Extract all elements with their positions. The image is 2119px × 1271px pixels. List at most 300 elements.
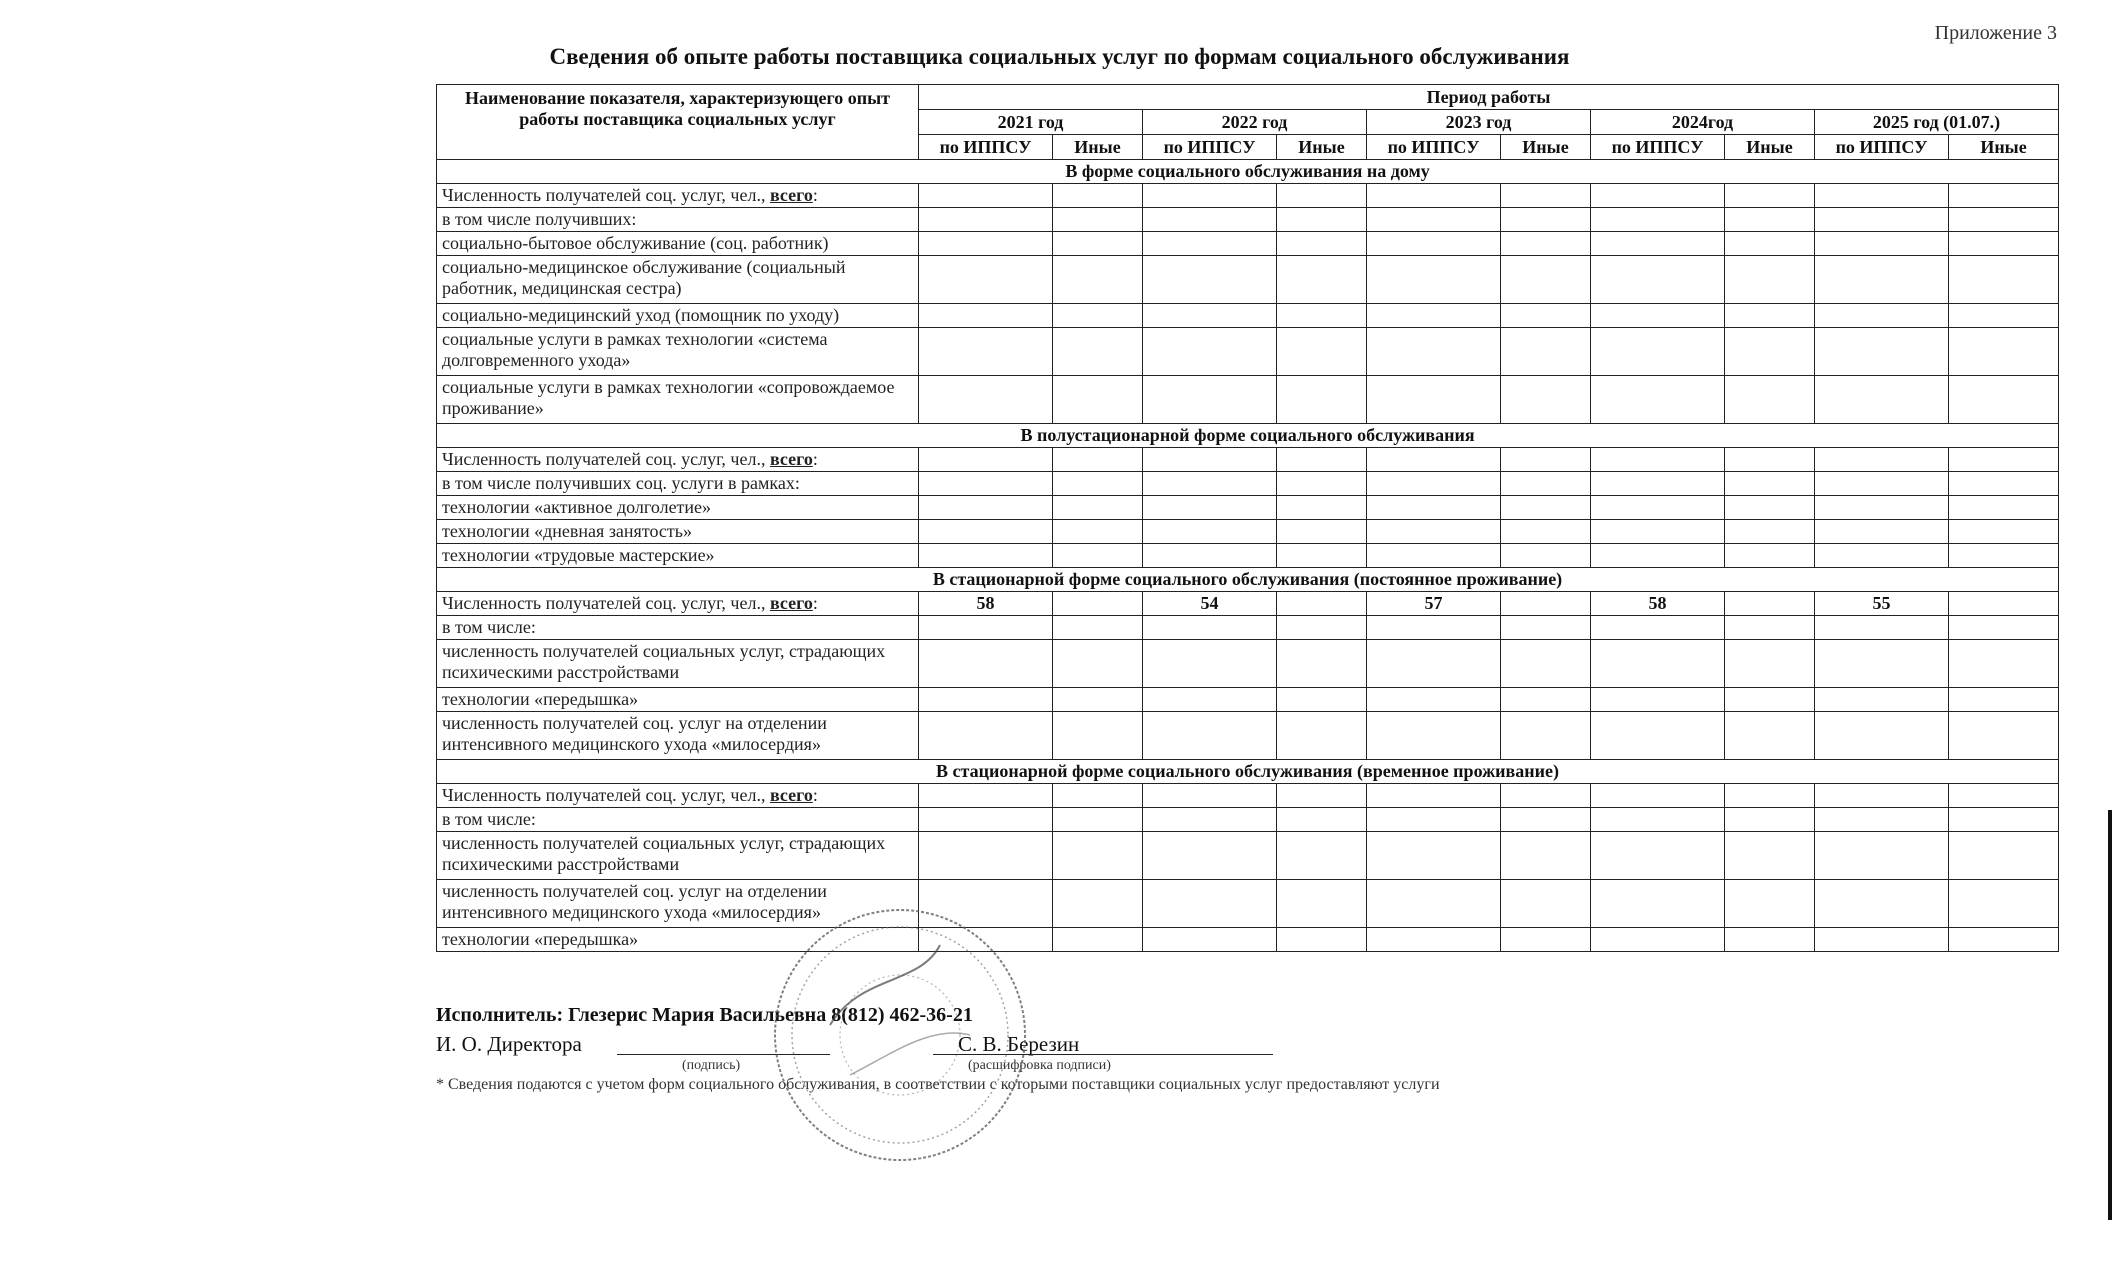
value-cell — [1367, 184, 1501, 208]
row-label — [437, 640, 919, 688]
row-label-text: в том числе получивших: — [442, 209, 637, 229]
value-cell — [1725, 808, 1815, 832]
row-label — [437, 256, 919, 304]
appendix-label: Приложение 3 — [1934, 22, 2057, 44]
value-cell — [1949, 208, 2059, 232]
value-cell — [1143, 496, 1277, 520]
value-cell — [1143, 640, 1277, 688]
value-cell — [1815, 784, 1949, 808]
row-label-text: Численность получателей соц. услуг, чел., — [442, 449, 770, 469]
value-cell — [1277, 328, 1367, 376]
value-cell — [1591, 688, 1725, 712]
value-cell — [1815, 256, 1949, 304]
row-label-text: технологии «активное долголетие» — [442, 497, 712, 517]
value-cell — [1277, 712, 1367, 760]
value-cell — [1501, 256, 1591, 304]
table-row — [437, 808, 2059, 832]
row-label-text: технологии «передышка» — [442, 689, 639, 709]
row-label-text: технологии «дневная занятость» — [442, 521, 692, 541]
value-cell — [1277, 448, 1367, 472]
section-title: В форме социального обслуживания на дому — [437, 160, 2059, 184]
row-label-text: технологии «трудовые мастерские» — [442, 545, 715, 565]
row-label — [437, 208, 919, 232]
value-cell — [1725, 712, 1815, 760]
value-cell: 58 — [919, 592, 1053, 616]
table-row — [437, 544, 2059, 568]
sub-header-ippsu: по ИППСУ — [1815, 135, 1949, 160]
value-cell — [1725, 832, 1815, 880]
sub-header-other: Иные — [1949, 135, 2059, 160]
position-label: И. О. Директора — [436, 1032, 582, 1056]
table-row — [437, 832, 2059, 880]
value-cell — [919, 544, 1053, 568]
value-cell — [1591, 208, 1725, 232]
value-cell — [1367, 640, 1501, 688]
value-cell — [1277, 544, 1367, 568]
table-row — [437, 880, 2059, 928]
director-name: С. В. Березин — [958, 1032, 1080, 1056]
value-cell — [1815, 640, 1949, 688]
value-cell — [1725, 544, 1815, 568]
table-row — [437, 616, 2059, 640]
value-cell — [1277, 184, 1367, 208]
table-row — [437, 496, 2059, 520]
value-cell — [1143, 328, 1277, 376]
row-label-total: всего — [769, 449, 813, 469]
value-cell — [1501, 640, 1591, 688]
value-cell — [1277, 520, 1367, 544]
value-cell — [1143, 712, 1277, 760]
row-label — [437, 808, 919, 832]
value-cell — [1725, 184, 1815, 208]
value-cell — [1143, 784, 1277, 808]
value-cell — [1815, 928, 1949, 952]
value-cell — [1591, 616, 1725, 640]
value-cell — [1143, 448, 1277, 472]
table-row — [437, 208, 2059, 232]
value-cell — [1725, 520, 1815, 544]
value-cell — [919, 232, 1053, 256]
value-cell — [1367, 544, 1501, 568]
value-cell — [1949, 544, 2059, 568]
value-cell — [1277, 208, 1367, 232]
value-cell — [1949, 328, 2059, 376]
table-row — [437, 472, 2059, 496]
value-cell — [1367, 304, 1501, 328]
value-cell — [1815, 304, 1949, 328]
value-cell — [1815, 712, 1949, 760]
row-label — [437, 448, 919, 472]
value-cell — [1725, 640, 1815, 688]
value-cell — [1591, 832, 1725, 880]
value-cell — [1815, 208, 1949, 232]
value-cell — [919, 832, 1053, 880]
row-label — [437, 784, 919, 808]
row-label-text: социально-медицинское обслуживание (социальный работник, медицинская сестра) — [442, 257, 846, 298]
value-cell — [919, 616, 1053, 640]
value-cell — [1277, 808, 1367, 832]
value-cell — [1367, 928, 1501, 952]
indicator-header: Наименование показателя, характеризующего опыт работы поставщика социальных услуг — [437, 85, 919, 160]
value-cell — [1143, 880, 1277, 928]
signature-caption: (подпись) — [682, 1058, 741, 1073]
value-cell — [1367, 232, 1501, 256]
value-cell — [1501, 184, 1591, 208]
value-cell — [919, 328, 1053, 376]
value-cell — [1053, 448, 1143, 472]
value-cell — [1725, 376, 1815, 424]
value-cell — [919, 784, 1053, 808]
value-cell — [1725, 232, 1815, 256]
row-label-text: социально-медицинский уход (помощник по уходу) — [442, 305, 840, 325]
value-cell — [1815, 376, 1949, 424]
table-row — [437, 304, 2059, 328]
row-label-text: Численность получателей соц. услуг, чел., — [442, 785, 770, 805]
value-cell — [1949, 688, 2059, 712]
table-row — [437, 256, 2059, 304]
sub-header-ippsu: по ИППСУ — [1367, 135, 1501, 160]
value-cell — [1367, 712, 1501, 760]
value-cell — [1053, 376, 1143, 424]
value-cell — [1367, 448, 1501, 472]
value-cell — [1053, 256, 1143, 304]
value-cell — [1725, 880, 1815, 928]
table-row — [437, 328, 2059, 376]
value-cell — [1725, 496, 1815, 520]
value-cell — [1053, 184, 1143, 208]
sub-header-other: Иные — [1725, 135, 1815, 160]
value-cell — [1277, 376, 1367, 424]
year-header-4: 2025 год (01.07.) — [1815, 110, 2059, 135]
value-cell — [1725, 616, 1815, 640]
row-label — [437, 688, 919, 712]
value-cell — [1949, 496, 2059, 520]
value-cell — [1591, 928, 1725, 952]
value-cell — [1143, 376, 1277, 424]
value-cell — [1591, 376, 1725, 424]
sub-header-ippsu: по ИППСУ — [1591, 135, 1725, 160]
value-cell — [1053, 880, 1143, 928]
row-label-text: в том числе: — [442, 809, 536, 829]
value-cell — [919, 448, 1053, 472]
value-cell: 55 — [1815, 592, 1949, 616]
value-cell — [1367, 520, 1501, 544]
value-cell — [1725, 784, 1815, 808]
sub-header-ippsu: по ИППСУ — [1143, 135, 1277, 160]
value-cell — [1143, 616, 1277, 640]
value-cell — [1591, 304, 1725, 328]
value-cell — [1949, 592, 2059, 616]
value-cell — [1949, 376, 2059, 424]
value-cell — [1501, 472, 1591, 496]
value-cell: 54 — [1143, 592, 1277, 616]
value-cell — [1501, 712, 1591, 760]
value-cell — [1277, 232, 1367, 256]
value-cell — [919, 712, 1053, 760]
value-cell — [1277, 472, 1367, 496]
value-cell — [1949, 232, 2059, 256]
row-label — [437, 496, 919, 520]
value-cell — [1143, 208, 1277, 232]
row-label-total: всего — [769, 185, 813, 205]
value-cell — [1725, 208, 1815, 232]
value-cell — [1053, 544, 1143, 568]
value-cell — [1143, 256, 1277, 304]
value-cell — [919, 472, 1053, 496]
row-label-text: численность получателей соц. услуг на отделении интенсивного медицинского ухода «милосердия» — [442, 881, 827, 922]
sub-header-other: Иные — [1501, 135, 1591, 160]
value-cell — [1501, 328, 1591, 376]
year-header-1: 2022 год — [1143, 110, 1367, 135]
value-cell — [1591, 808, 1725, 832]
value-cell — [1053, 304, 1143, 328]
row-label — [437, 616, 919, 640]
value-cell — [1501, 880, 1591, 928]
row-label-text: социально-бытовое обслуживание (соц. работник) — [442, 233, 829, 253]
value-cell — [1367, 472, 1501, 496]
executor-line: Исполнитель: Глезерис Мария Васильевна 8(812) 462-36-21 — [436, 1004, 973, 1026]
document-title: Сведения об опыте работы поставщика социальных услуг по формам социального обслуживания — [549, 44, 1570, 69]
value-cell — [1949, 808, 2059, 832]
value-cell — [1815, 880, 1949, 928]
row-label-text: технологии «передышка» — [442, 929, 639, 949]
table-row — [437, 232, 2059, 256]
value-cell — [1815, 832, 1949, 880]
report-table-wrapper — [436, 84, 2058, 952]
value-cell — [1367, 496, 1501, 520]
value-cell — [1725, 256, 1815, 304]
value-cell — [1053, 616, 1143, 640]
value-cell — [1949, 472, 2059, 496]
value-cell — [1277, 256, 1367, 304]
row-label — [437, 304, 919, 328]
value-cell — [1591, 448, 1725, 472]
value-cell — [1815, 616, 1949, 640]
row-label-colon: : — [812, 593, 818, 613]
row-label-text: численность получателей социальных услуг, страдающих психическими расстройствами — [442, 833, 886, 874]
value-cell — [1143, 232, 1277, 256]
row-label — [437, 472, 919, 496]
value-cell: 58 — [1591, 592, 1725, 616]
value-cell — [1949, 304, 2059, 328]
value-cell — [1053, 232, 1143, 256]
scan-edge-line — [2108, 810, 2112, 1220]
value-cell — [1815, 328, 1949, 376]
value-cell — [1501, 544, 1591, 568]
value-cell — [1591, 256, 1725, 304]
value-cell — [919, 640, 1053, 688]
value-cell — [1815, 184, 1949, 208]
value-cell — [1591, 232, 1725, 256]
value-cell — [1725, 472, 1815, 496]
value-cell — [1053, 640, 1143, 688]
value-cell — [1815, 688, 1949, 712]
table-row — [437, 592, 2059, 616]
value-cell — [1949, 520, 2059, 544]
value-cell — [1501, 520, 1591, 544]
value-cell — [1143, 184, 1277, 208]
value-cell — [1949, 448, 2059, 472]
value-cell — [919, 688, 1053, 712]
row-label-text: в том числе: — [442, 617, 536, 637]
value-cell — [1053, 496, 1143, 520]
row-label — [437, 592, 919, 616]
value-cell — [1949, 616, 2059, 640]
value-cell — [1725, 448, 1815, 472]
value-cell — [1949, 184, 2059, 208]
value-cell — [1277, 616, 1367, 640]
value-cell — [1949, 640, 2059, 688]
value-cell — [1501, 616, 1591, 640]
sub-header-other: Иные — [1053, 135, 1143, 160]
period-header: Период работы — [919, 85, 2059, 110]
section-title: В стационарной форме социального обслуживания (временное проживание) — [437, 760, 2059, 784]
value-cell — [1725, 304, 1815, 328]
year-header-2: 2023 год — [1367, 110, 1591, 135]
value-cell — [1053, 208, 1143, 232]
value-cell — [1277, 640, 1367, 688]
value-cell — [919, 208, 1053, 232]
table-row — [437, 712, 2059, 760]
footnote: * Сведения подаются с учетом форм социального обслуживания, в соответствии с которыми поставщики социальных услуг предоставляют услуги — [436, 1076, 1440, 1093]
value-cell — [1053, 328, 1143, 376]
value-cell — [1725, 928, 1815, 952]
value-cell — [1277, 592, 1367, 616]
value-cell — [1367, 832, 1501, 880]
value-cell — [1815, 232, 1949, 256]
value-cell — [1815, 808, 1949, 832]
row-label-colon: : — [812, 785, 818, 805]
value-cell — [1143, 808, 1277, 832]
value-cell — [1367, 808, 1501, 832]
section-title: В полустационарной форме социального обслуживания — [437, 424, 2059, 448]
value-cell — [1367, 784, 1501, 808]
value-cell — [1725, 688, 1815, 712]
value-cell — [1501, 208, 1591, 232]
value-cell — [1725, 592, 1815, 616]
value-cell — [1815, 496, 1949, 520]
sub-header-other: Иные — [1277, 135, 1367, 160]
value-cell — [1591, 544, 1725, 568]
value-cell — [1501, 496, 1591, 520]
row-label-text: численность получателей соц. услуг на отделении интенсивного медицинского ухода «милосердия» — [442, 713, 827, 754]
value-cell — [1591, 520, 1725, 544]
table-row — [437, 520, 2059, 544]
value-cell — [1277, 880, 1367, 928]
value-cell — [1501, 832, 1591, 880]
table-row — [437, 376, 2059, 424]
value-cell — [1815, 520, 1949, 544]
value-cell — [1053, 712, 1143, 760]
value-cell — [1725, 328, 1815, 376]
table-row — [437, 448, 2059, 472]
value-cell — [1367, 256, 1501, 304]
row-label — [437, 832, 919, 880]
value-cell — [1501, 784, 1591, 808]
value-cell — [1501, 808, 1591, 832]
value-cell — [1591, 712, 1725, 760]
value-cell — [1277, 688, 1367, 712]
table-row — [437, 184, 2059, 208]
value-cell — [1501, 928, 1591, 952]
value-cell — [1949, 880, 2059, 928]
value-cell — [919, 184, 1053, 208]
row-label — [437, 376, 919, 424]
value-cell — [919, 304, 1053, 328]
row-label-text: социальные услуги в рамках технологии «сопровождаемое проживание» — [442, 377, 895, 418]
value-cell — [1143, 928, 1277, 952]
value-cell — [1949, 256, 2059, 304]
value-cell — [1277, 928, 1367, 952]
value-cell — [1053, 784, 1143, 808]
table-row — [437, 784, 2059, 808]
row-label-colon: : — [812, 185, 818, 205]
value-cell — [1949, 928, 2059, 952]
value-cell — [1501, 232, 1591, 256]
row-label-text: Численность получателей соц. услуг, чел., — [442, 185, 770, 205]
value-cell — [1501, 688, 1591, 712]
value-cell — [1143, 304, 1277, 328]
year-header-0: 2021 год — [919, 110, 1143, 135]
row-label — [437, 232, 919, 256]
value-cell — [1143, 520, 1277, 544]
year-header-3: 2024год — [1591, 110, 1815, 135]
value-cell — [1367, 688, 1501, 712]
sub-header-ippsu: по ИППСУ — [919, 135, 1053, 160]
value-cell — [1501, 304, 1591, 328]
value-cell — [1367, 208, 1501, 232]
report-table — [436, 84, 2059, 952]
row-label-text: Численность получателей соц. услуг, чел., — [442, 593, 770, 613]
row-label-text: в том числе получивших соц. услуги в рамках: — [442, 473, 800, 493]
value-cell — [1143, 832, 1277, 880]
value-cell — [1277, 832, 1367, 880]
value-cell — [919, 520, 1053, 544]
value-cell — [1053, 688, 1143, 712]
row-label-text: численность получателей социальных услуг, страдающих психическими расстройствами — [442, 641, 886, 682]
value-cell — [1143, 472, 1277, 496]
table-row — [437, 928, 2059, 952]
value-cell — [1591, 640, 1725, 688]
value-cell — [1367, 376, 1501, 424]
value-cell — [1591, 184, 1725, 208]
value-cell — [1949, 784, 2059, 808]
value-cell — [919, 376, 1053, 424]
table-row — [437, 688, 2059, 712]
row-label — [437, 328, 919, 376]
value-cell — [1591, 880, 1725, 928]
row-label — [437, 544, 919, 568]
row-label — [437, 184, 919, 208]
value-cell — [1949, 712, 2059, 760]
row-label-colon: : — [812, 449, 818, 469]
value-cell — [919, 496, 1053, 520]
value-cell — [1815, 472, 1949, 496]
row-label-total: всего — [769, 593, 813, 613]
value-cell — [1143, 544, 1277, 568]
table-row — [437, 640, 2059, 688]
value-cell — [919, 808, 1053, 832]
value-cell — [1367, 616, 1501, 640]
value-cell — [1053, 520, 1143, 544]
value-cell — [1501, 592, 1591, 616]
value-cell — [1367, 328, 1501, 376]
row-label-text: социальные услуги в рамках технологии «система долговременного ухода» — [442, 329, 828, 370]
value-cell — [1053, 928, 1143, 952]
value-cell — [919, 256, 1053, 304]
name-caption: (расшифровка подписи) — [968, 1058, 1111, 1073]
value-cell — [1591, 328, 1725, 376]
